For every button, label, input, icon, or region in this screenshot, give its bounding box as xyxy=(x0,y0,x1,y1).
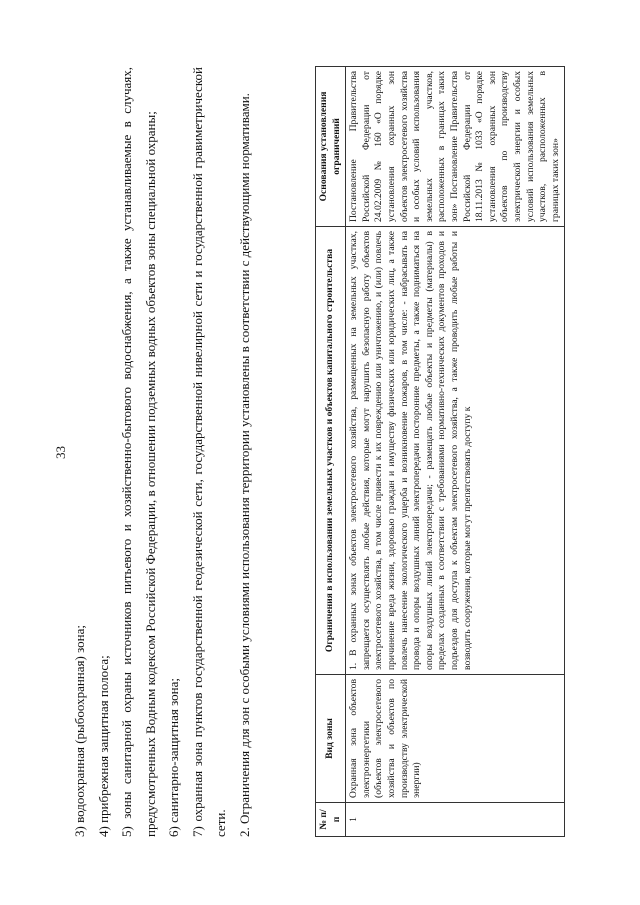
cell-zone: Охранная зона объектов электроэнергетики (объектов электросетевого хозяйства и объектов по производству электрической энергии) xyxy=(346,675,565,803)
cell-restrictions: 1. В охранных зонах объектов электросетевого хозяйства, размещенных на земельных участках, запрещается осуществлять любые действия, которые могут нарушить безопасную работу объектов электросетевого хозяйства, в том числе привести к их повреждению или уничтожению, и (или) повлечь причинение вреда жизни, здоровью граждан и имуществу физических или юридических лиц, а также повлечь нанесение экологического ущерба и возникновение пожаров, в том числе: - набрасывать на провода и опоры воздушных линий электропередачи посторонние предметы, а также подниматься на опоры воздушных линий электропередачи; - размещать любые объекты и предметы (материалы) в пределах созданных в соответствии с требованиями нормативно-технических документов проходов и подъездов для доступа к объектам электросетевого хозяйства, а также проводить любые работы и возводить сооружения, которые могут препятствовать доступу к xyxy=(346,227,565,675)
header-basis: Основания установления ограничений xyxy=(316,67,346,227)
header-restrictions: Ограничения в использовании земельных участков и объектов капитального строительства xyxy=(316,227,346,675)
table-header-row xyxy=(316,67,346,837)
paragraph: 7) охранная зона пунктов государственной геодезической сети, государственной нивелирной сети и государственной гравиметрической сети. xyxy=(189,67,228,837)
table-row xyxy=(346,67,565,837)
paragraph: 2. Ограничения для зон с особыми условиями использования территории установлены в соответствии с действующими нормативами. xyxy=(236,93,252,837)
paragraph: 5) зоны санитарной охраны источников питьевого и хозяйственно-бытового водоснабжения, а также устанавливаемые в случаях, предусмотренных Водным кодексом Российской Федерации, в отношении подземных водных объектов зоны специальной охраны; xyxy=(119,67,158,837)
cell-basis: Постановление Правительства Российской Федерации от 24.02.2009 № 160 «О порядке установления охранных зон объектов электросетевого хозяйства и особых условий использования земельных участков, расположенных в границах таких зон» Постановление Правительства Российской Федерации от 18.11.2013 № 1033 «О порядке установления охранных зон объектов по производству электрической энергии и особых условий использования земельных участков, расположенных в границах таких зон» xyxy=(346,67,565,227)
page-number: 33 xyxy=(53,446,68,459)
header-zone: Вид зоны xyxy=(316,675,346,803)
paragraph: 3) водоохранная (рыбоохранная) зона; xyxy=(72,625,87,837)
paragraph: 6) санитарно-защитная зона; xyxy=(166,678,181,837)
cell-num: 1 xyxy=(346,803,565,837)
restrictions-table xyxy=(315,66,565,837)
body-text xyxy=(68,67,256,837)
header-num: № п/п xyxy=(316,803,346,837)
paragraph: 4) прибрежная защитная полоса; xyxy=(95,655,111,837)
